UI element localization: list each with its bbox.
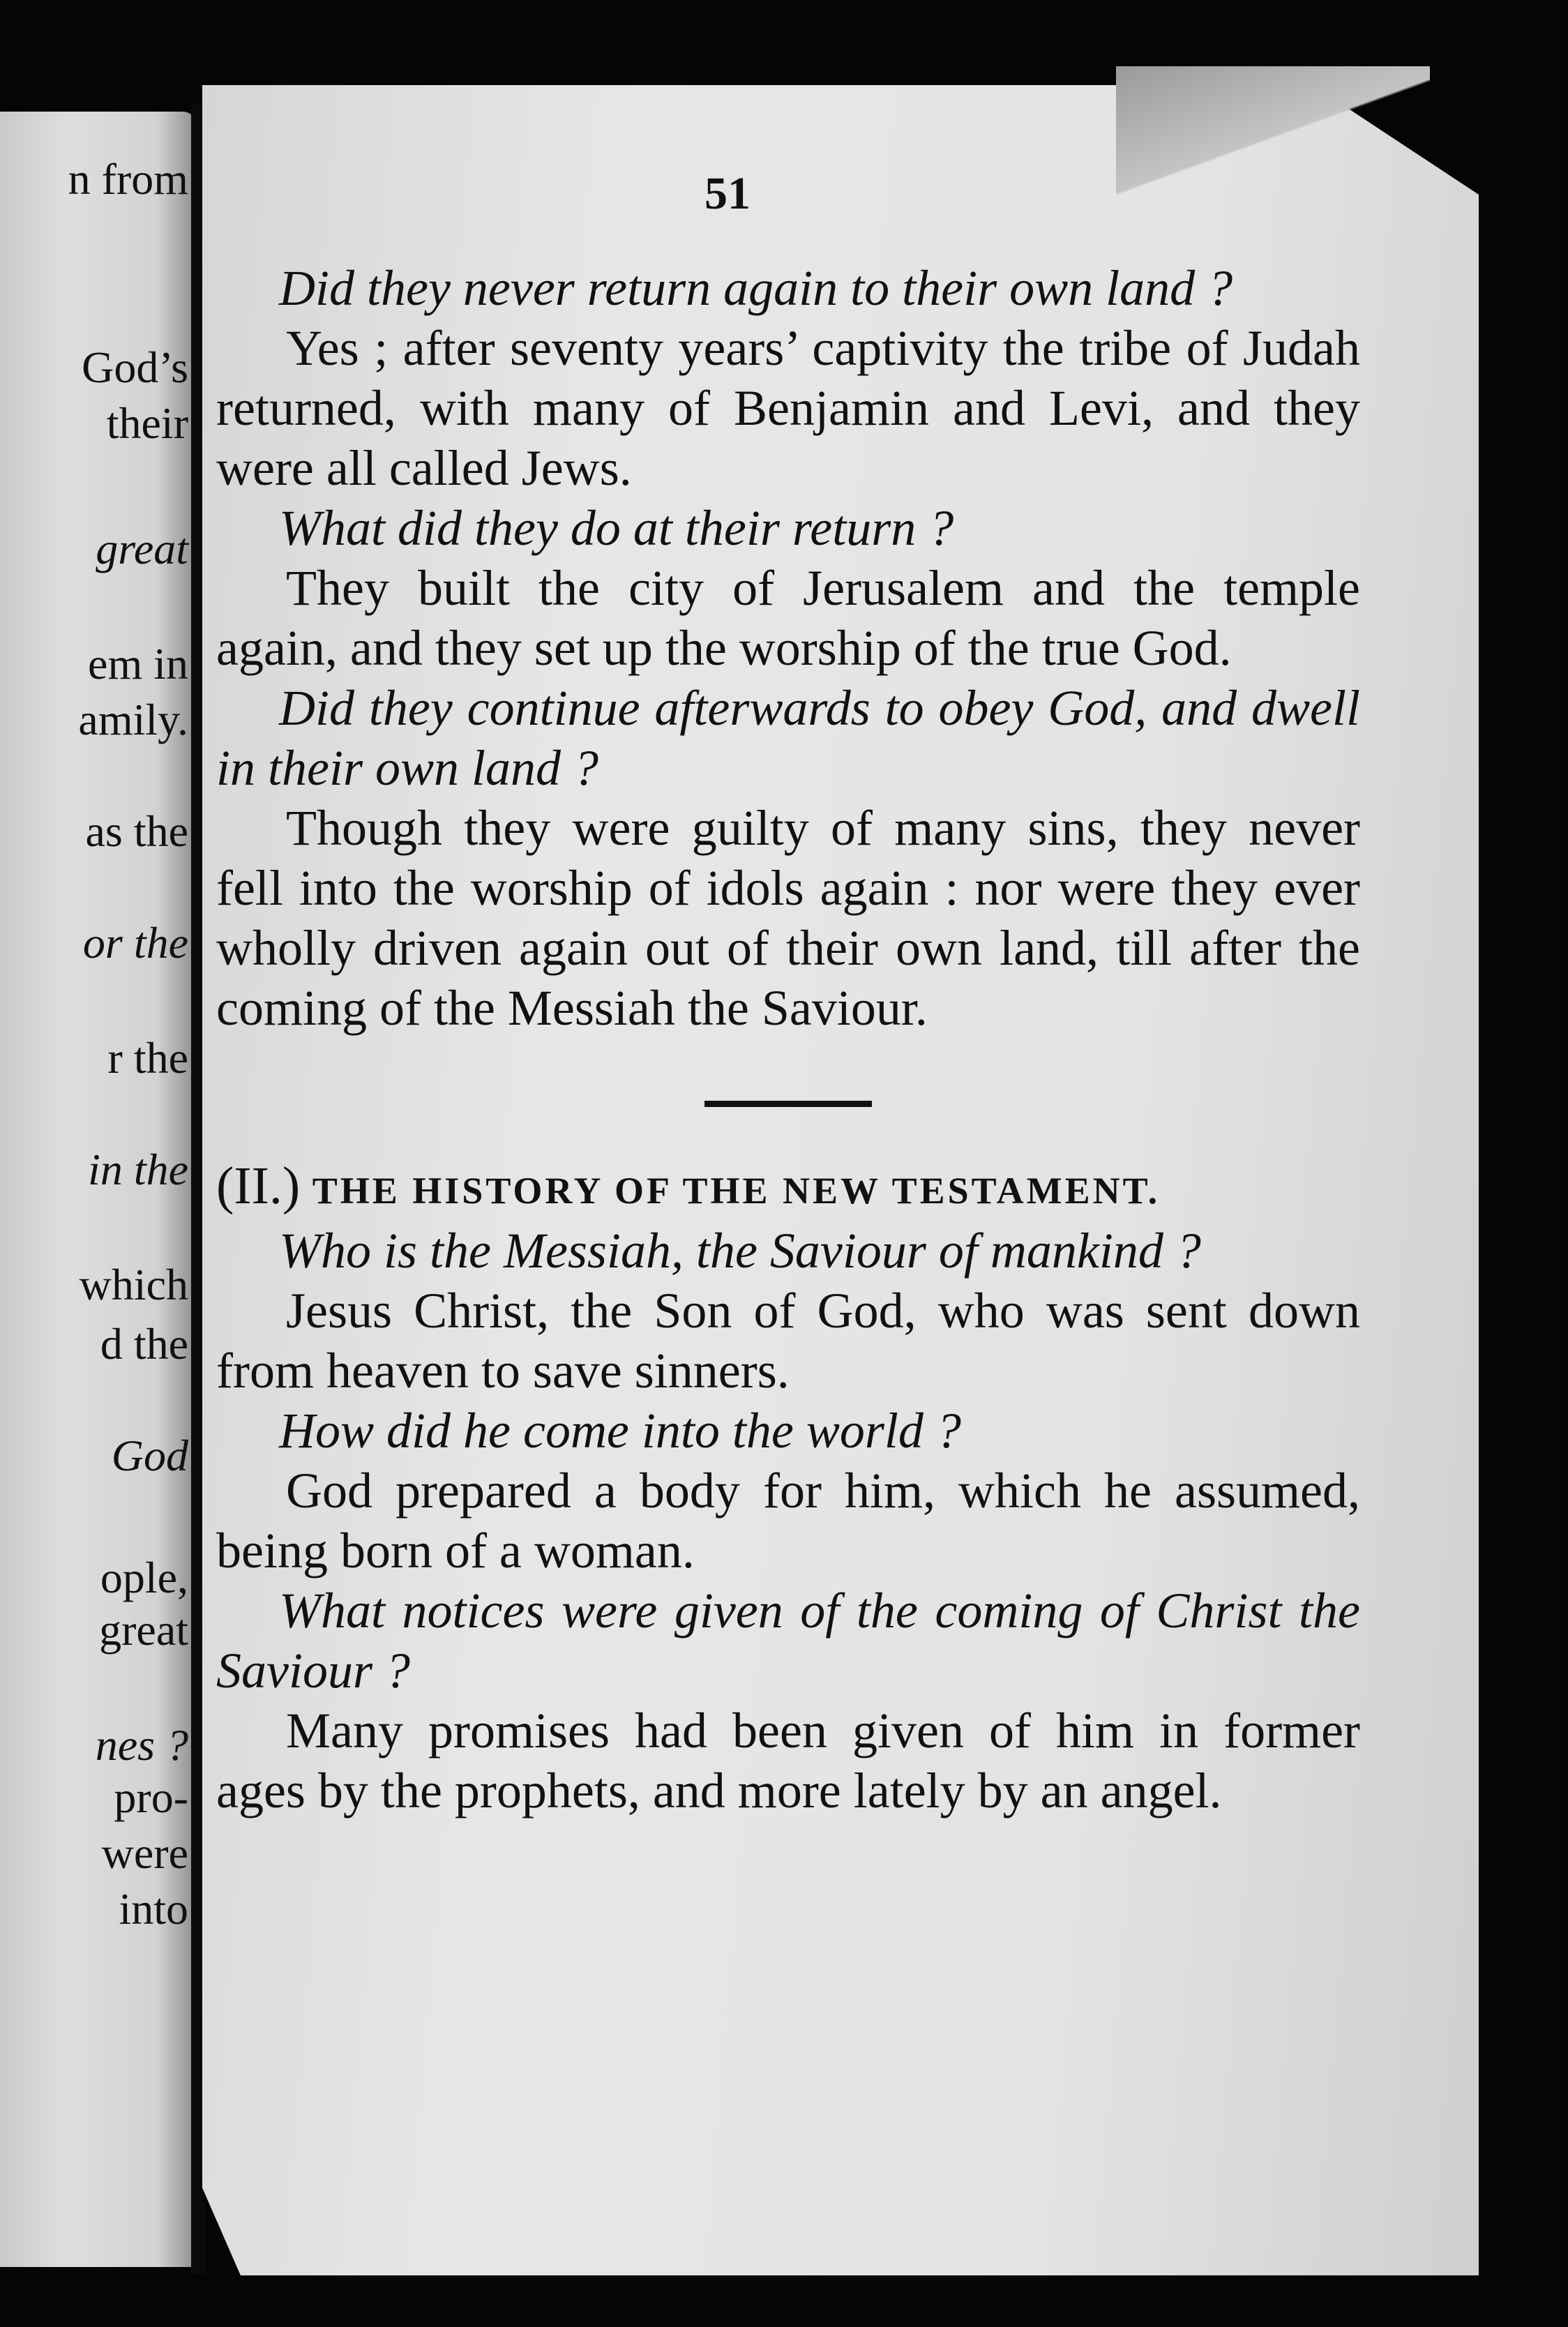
question-did-at-return: What did they do at their return ? [279, 500, 954, 556]
previous-page-line: God’s [82, 342, 188, 392]
previous-page-line: into [119, 1884, 188, 1934]
answer-continue-obey: Though they were guilty of many sins, they never fell into the worship of idols again : nor were they ever wholly driven again out of their own land, till after the coming of the Messiah the Saviour. [216, 800, 1360, 1036]
question-notices: What notices were given of the coming of Christ the Saviour ? [216, 1583, 1360, 1699]
section-title: THE HISTORY OF THE NEW TESTAMENT. [312, 1170, 1161, 1212]
page-body [216, 167, 1360, 1821]
section-heading [216, 1156, 1360, 1221]
previous-page-line: ople, [100, 1553, 188, 1602]
previous-page-line: amily. [78, 695, 188, 744]
previous-page-line: were [101, 1828, 188, 1878]
question-return-land: Did they never return again to their own land ? [279, 260, 1233, 316]
section-divider-rule [704, 1101, 872, 1107]
previous-page-line: great [99, 1605, 188, 1655]
previous-page-line: in the [88, 1145, 188, 1194]
question-continue-obey: Did they continue afterwards to obey God, and dwell in their own land ? [216, 680, 1360, 796]
section-numeral: (II.) [216, 1157, 301, 1215]
previous-page-line: pro- [114, 1772, 188, 1822]
top-spacer [216, 167, 1360, 258]
previous-page-line: r the [107, 1033, 188, 1083]
answer-notices: Many promises had been given of him in former ages by the prophets, and more lately by an angel. [216, 1703, 1360, 1818]
previous-page-line: their [106, 398, 188, 448]
previous-page-line: God [111, 1431, 188, 1480]
previous-page-line: d the [100, 1319, 188, 1369]
previous-page-line: great [96, 524, 188, 573]
previous-page-fragment [0, 112, 197, 2267]
previous-page-line: or the [82, 918, 188, 967]
question-who-messiah: Who is the Messiah, the Saviour of mankind ? [279, 1223, 1201, 1279]
previous-page-line: n from [68, 154, 188, 204]
question-how-come: How did he come into the world ? [279, 1403, 961, 1459]
previous-page-line: nes ? [95, 1720, 188, 1770]
answer-who-messiah: Jesus Christ, the Son of God, who was sent down from heaven to save sinners. [216, 1283, 1360, 1399]
answer-return-land: Yes ; after seventy years’ captivity the tribe of Judah returned, with many of Benjamin and Levi, and they were all called Jews. [216, 320, 1360, 496]
previous-page-line: em in [88, 639, 188, 688]
page-number: 51 [704, 168, 751, 219]
answer-how-come: God prepared a body for him, which he assumed, being born of a woman. [216, 1463, 1360, 1579]
previous-page-line: which [79, 1260, 188, 1309]
previous-page-line: as the [85, 806, 188, 856]
answer-did-at-return: They built the city of Jerusalem and the temple again, and they set up the worship of the true God. [216, 560, 1360, 676]
